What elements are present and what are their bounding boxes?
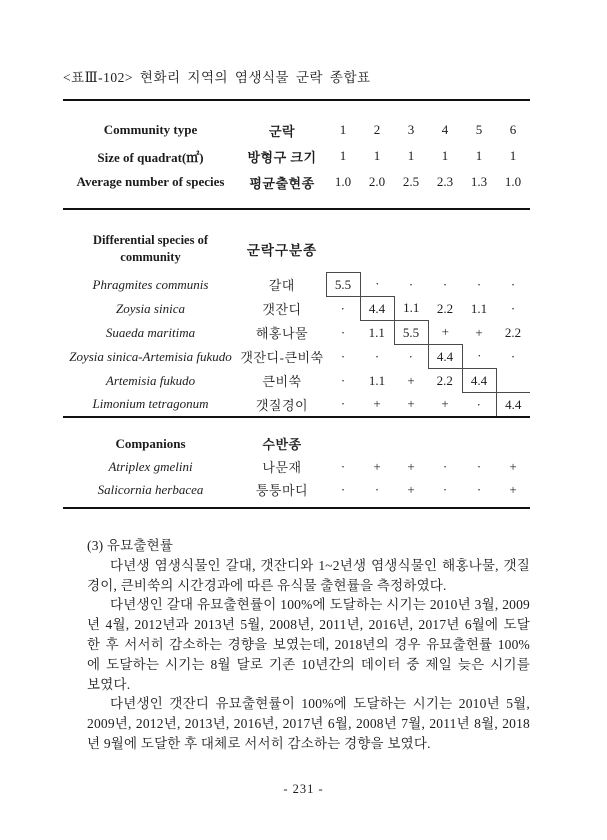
companion-value-cell: + <box>407 481 415 497</box>
species-latin-name: Limonium tetragonum <box>92 396 209 412</box>
species-value-cell: 1.1 <box>368 372 386 388</box>
species-row <box>63 297 530 321</box>
body-line: 다년생 염생식물인 갈대, 갯잔디와 1~2년생 염생식물인 해홍나물, 갯질 <box>110 557 530 573</box>
species-value-cell: + <box>475 324 483 340</box>
body-heading <box>87 536 530 556</box>
header-label-kr: 평균출현종 <box>249 175 315 191</box>
body-paragraph <box>87 595 530 694</box>
species-value-cell: 1.1 <box>470 300 488 316</box>
companion-korean-name: 나문재 <box>262 460 302 475</box>
species-value-cell: · <box>510 348 516 364</box>
species-value-cell: · <box>476 396 481 412</box>
companion-latin-name: Salicornia herbacea <box>97 481 204 497</box>
header-value-cell: 3 <box>407 122 415 137</box>
species-korean-name: 갯잔디-큰비쑥 <box>240 350 324 365</box>
species-latin-name: Phragmites communis <box>92 276 209 292</box>
body-paragraph <box>87 556 530 596</box>
body-line: 경이, 큰비쑥의 시간경과에 따른 유식물 출현률을 측정하였다. <box>87 577 447 593</box>
differential-header-en <box>63 226 238 273</box>
header-value-cell: 5 <box>475 122 483 137</box>
species-value-cell: · <box>408 276 414 292</box>
species-value-cell: · <box>477 348 482 364</box>
species-korean-name: 갯질경이 <box>255 397 309 413</box>
differential-header-kr: 군락구분종 <box>246 243 318 259</box>
companions-header-row <box>63 432 530 455</box>
companion-value-cell: + <box>373 458 381 474</box>
species-value-cell: 4.4 <box>496 393 530 417</box>
companions-header-kr: 수반종 <box>262 437 302 452</box>
species-korean-name: 큰비쑥 <box>262 374 302 389</box>
header-value-cell: 1 <box>407 148 415 163</box>
species-value-cell: 2.2 <box>436 300 454 316</box>
header-label-en: Size of quadrat(㎡) <box>97 149 204 165</box>
differential-header-row <box>63 226 530 273</box>
body-line: 보였다. <box>87 676 131 692</box>
species-value-cell: + <box>373 396 381 412</box>
species-korean-name: 갯잔디 <box>262 302 302 317</box>
differential-species-table <box>63 226 530 416</box>
header-value-cell: 6 <box>509 122 517 137</box>
species-value-cell: 1.1 <box>368 324 385 340</box>
companion-value-cell: · <box>442 458 448 474</box>
species-value-cell: + <box>407 396 415 412</box>
header-table-row <box>63 169 530 195</box>
species-value-cell: 4.4 <box>462 369 496 393</box>
species-value-cell: · <box>340 372 346 388</box>
header-value-cell: 2.0 <box>368 174 386 189</box>
companions-block <box>63 414 530 509</box>
header-label-en: Average number of species <box>76 174 225 189</box>
companion-value-cell: + <box>407 458 415 474</box>
species-row <box>63 321 530 345</box>
page-number: - 231 - <box>283 782 324 796</box>
body-text <box>87 536 530 754</box>
species-value-cell: · <box>340 324 346 340</box>
species-value-cell: 2.2 <box>504 324 522 340</box>
body-line: 다년생인 갯잔디 유묘출현률이 100%에 도달하는 시기는 2010년 5월, <box>110 696 530 712</box>
header-label-kr: 방형구 크기 <box>247 149 317 165</box>
species-value-cell: · <box>340 396 346 412</box>
species-latin-name: Artemisia fukudo <box>105 372 196 388</box>
companion-row <box>63 478 530 501</box>
body-line: 년 4월, 2012년과 2013년 5월, 2008년, 2011년, 2016년, 2017년 6월에 도달 <box>87 617 530 633</box>
header-label-en: Community type <box>103 122 198 137</box>
body-line: 에 도달하는 시기는 8월 달로 기존 10년간의 데이터 중 제일 늦은 시기를 <box>87 656 530 672</box>
species-value-cell: · <box>510 300 516 316</box>
species-row <box>63 345 530 369</box>
species-value-cell: · <box>510 276 516 292</box>
species-value-cell: 2.2 <box>436 372 453 388</box>
header-label-kr: 군락 <box>268 123 296 139</box>
species-korean-name: 해홍나물 <box>255 326 309 341</box>
species-value-cell: 1.1 <box>403 300 420 316</box>
header-value-cell: 1 <box>339 148 347 163</box>
header-value-cell: 1 <box>339 122 347 137</box>
companion-latin-name: Atriplex gmelini <box>108 458 193 474</box>
companion-value-cell: · <box>340 481 346 497</box>
header-value-cell: 2.5 <box>402 174 420 189</box>
differential-header-en-line2: community <box>120 250 181 265</box>
companion-korean-name: 퉁퉁마디 <box>255 483 309 498</box>
header-value-cell: 1 <box>509 148 517 163</box>
species-value-cell: · <box>442 276 448 292</box>
body-paragraph <box>87 694 530 753</box>
species-value-cell: 5.5 <box>326 273 360 297</box>
body-line: 2009년, 2012년, 2013년, 2016년, 2017년 6월, 2008년 7월, 2011년 8월, 2018 <box>87 716 530 732</box>
species-value-cell: · <box>374 348 380 364</box>
species-value-cell: · <box>408 348 413 364</box>
species-value-cell: 5.5 <box>394 321 428 345</box>
species-value-cell: · <box>476 276 482 292</box>
header-value-cell: 4 <box>441 122 449 137</box>
header-value-cell: 1 <box>441 148 449 163</box>
companion-value-cell: · <box>442 481 448 497</box>
companion-value-cell: · <box>340 458 346 474</box>
body-line: 다년생인 갈대 유묘출현률이 100%에 도달하는 시기는 2010년 3월, 2009 <box>110 597 530 613</box>
companions-header-en: Companions <box>115 435 186 451</box>
species-row <box>63 393 530 417</box>
body-line: 한 후 서서히 감소하는 경향을 보였는데, 2018년의 경우 유묘출현률 100% <box>87 636 530 652</box>
companion-value-cell: · <box>476 458 482 474</box>
header-value-cell: 2.3 <box>436 174 454 189</box>
species-value-cell: 4.4 <box>360 297 394 321</box>
companion-value-cell: · <box>476 481 482 497</box>
species-latin-name: Zoysia sinica-Artemisia fukudo <box>69 348 232 364</box>
header-value-cell: 1 <box>475 148 483 163</box>
differential-header-en-line1: Differential species of <box>92 233 208 248</box>
species-value-cell: · <box>340 300 345 316</box>
header-table-row <box>63 143 530 169</box>
species-row <box>63 273 530 297</box>
community-header-table <box>63 117 530 195</box>
species-value-cell: 4.4 <box>428 345 462 369</box>
companion-value-cell: · <box>374 481 380 497</box>
header-value-cell: 1.0 <box>334 174 352 189</box>
species-latin-name: Zoysia sinica <box>116 300 185 316</box>
species-value-cell: + <box>407 372 415 388</box>
body-line: (3) 유묘출현률 <box>87 538 174 553</box>
companion-row <box>63 455 530 478</box>
header-value-cell: 1 <box>373 148 381 163</box>
species-value-cell: · <box>340 348 346 364</box>
species-value-cell: + <box>441 396 449 412</box>
companions-table <box>63 432 530 501</box>
differential-species-block <box>63 212 530 418</box>
table-caption: <표Ⅲ-102> 현화리 지역의 염생식물 군락 종합표 <box>63 70 371 85</box>
species-value-cell: · <box>375 276 380 292</box>
species-value-cell <box>496 369 530 393</box>
header-value-cell: 1.0 <box>504 174 522 189</box>
summary-header-block <box>63 99 530 210</box>
header-value-cell: 2 <box>373 122 381 137</box>
companion-value-cell: + <box>509 458 517 474</box>
body-line: 년 9월에 도달한 후 대체로 서서히 감소하는 경향을 보였다. <box>87 735 431 751</box>
species-row <box>63 369 530 393</box>
companion-value-cell: + <box>509 481 517 497</box>
header-value-cell: 1.3 <box>470 174 488 189</box>
header-table-row <box>63 117 530 143</box>
species-korean-name: 갈대 <box>268 278 295 293</box>
species-value-cell: + <box>441 324 449 340</box>
species-latin-name: Suaeda maritima <box>105 324 196 340</box>
